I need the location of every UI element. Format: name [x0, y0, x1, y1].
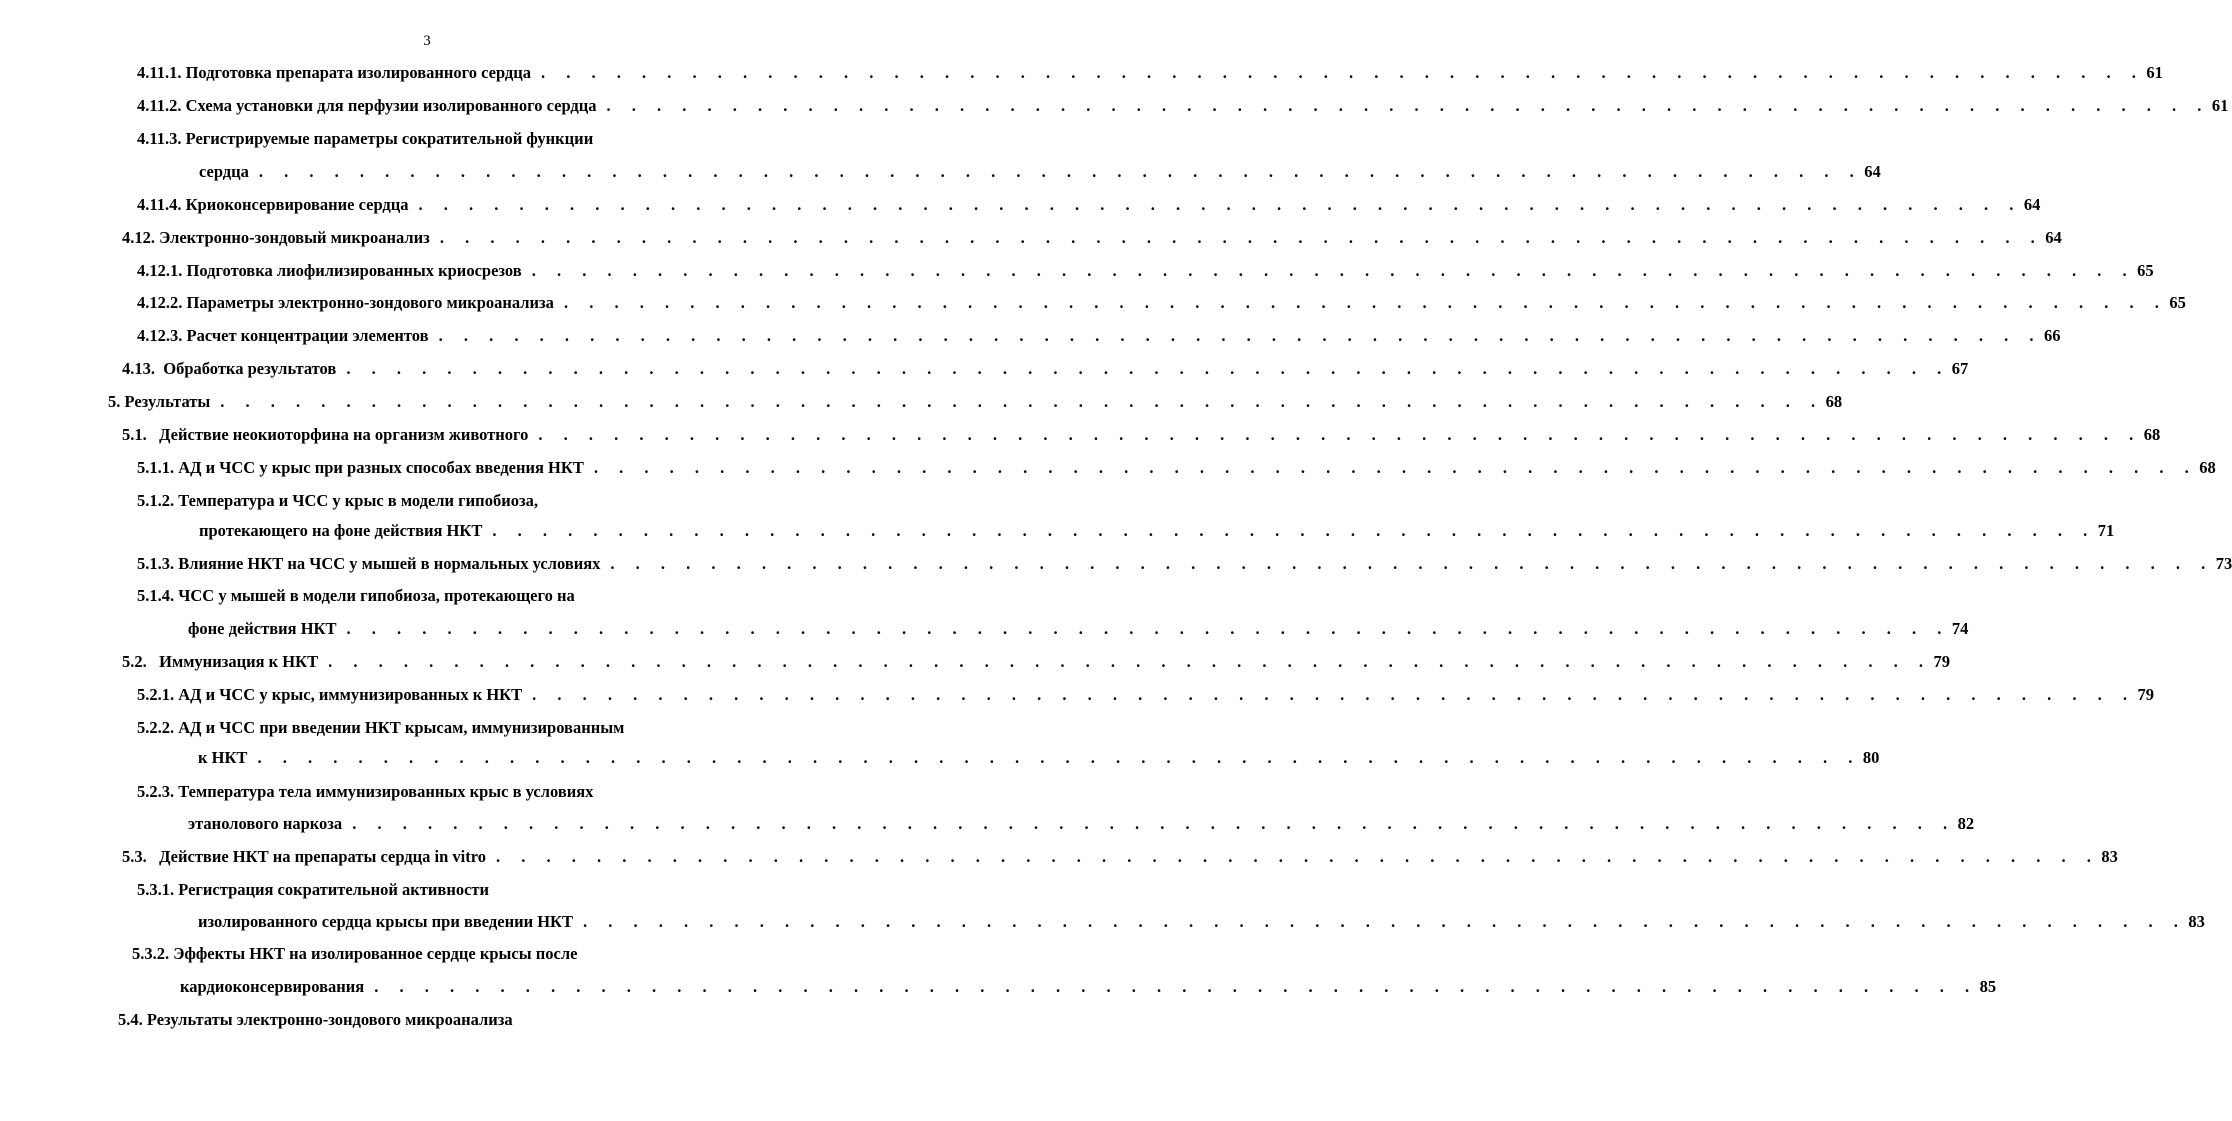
- toc-page-number: 82: [1957, 814, 1975, 833]
- toc-dot-leader: . . . . . . . . . . . . . . . . . . . . . . . . . . . . . . . . . . . . . . . . . . . . . . . . . . . . . . . . . . . . . . . .: [606, 96, 2210, 115]
- toc-entry: [122, 226, 2062, 250]
- toc-entry-title: к НКТ: [198, 748, 248, 767]
- toc-entry: [188, 617, 1969, 641]
- toc-dot-leader: . . . . . . . . . . . . . . . . . . . . . . . . . . . . . . . . . . . . . . . . . . . . . . . . . . . . . . . . . . . . . . . .: [610, 554, 2214, 573]
- toc-entry-title: 4.11.2. Схема установки для перфузии изолированного сердца: [137, 96, 597, 115]
- toc-entry: [137, 61, 2163, 85]
- toc-entry-title: 5. Результаты: [108, 392, 211, 411]
- toc-entry: [137, 683, 2154, 707]
- toc-entry: [137, 324, 2061, 348]
- toc-page-number: 61: [2211, 96, 2229, 115]
- toc-entry-title: 5.3.1. Регистрация сократительной активности: [137, 880, 490, 899]
- toc-dot-leader: . . . . . . . . . . . . . . . . . . . . . . . . . . . . . . . . . . . . . . . . . . . . . . . . . . . . . . . . . . . . . . . .: [496, 847, 2100, 866]
- toc-entry: [118, 1008, 749, 1032]
- page-number: 3: [423, 33, 431, 49]
- toc-entry-title: кардиоконсервирования: [180, 977, 365, 996]
- toc-page-number: 61: [2146, 63, 2163, 82]
- toc-entry: [137, 94, 2229, 118]
- toc-page-number: 83: [2188, 912, 2205, 931]
- toc-dot-leader: . . . . . . . . . . . . . . . . . . . . . . . . . . . . . . . . . . . . . . . . . . . . . . . . . . . . . . . . . . . . . . . .: [374, 977, 1978, 996]
- toc-entry: [137, 584, 749, 608]
- toc-page-number: 68: [2199, 458, 2216, 477]
- toc-page-number: 65: [2137, 261, 2154, 280]
- toc-page-number: 83: [2101, 847, 2118, 866]
- toc-entry-title: 4.12.2. Параметры электронно-зондового микроанализа: [137, 293, 554, 312]
- toc-page-number: 73: [2215, 554, 2232, 573]
- toc-entry-title: 4.11.3. Регистрируемые параметры сократительной функции: [137, 129, 594, 148]
- toc-page-number: 68: [2143, 425, 2161, 444]
- toc-page-number: 64: [2023, 195, 2041, 214]
- toc-dot-leader: . . . . . . . . . . . . . . . . . . . . . . . . . . . . . . . . . . . . . . . . . . . . . . . . . . . . . . . . . . . . . . . .: [531, 261, 2136, 280]
- toc-page-number: 80: [1862, 748, 1880, 767]
- toc-page-number: 64: [2045, 228, 2062, 247]
- toc-entry: [137, 456, 2216, 480]
- toc-entry: [122, 423, 2161, 447]
- toc-entry: [198, 910, 2205, 934]
- toc-dot-leader: . . . . . . . . . . . . . . . . . . . . . . . . . . . . . . . . . . . . . . . . . . . . . . . . . . . . . . . . . . . . . . . .: [583, 912, 2187, 931]
- toc-dot-leader: . . . . . . . . . . . . . . . . . . . . . . . . . . . . . . . . . . . . . . . . . . . . . . . . . . . . . . . . . . . . . . . .: [492, 521, 2096, 540]
- toc-entry: [122, 845, 2118, 869]
- toc-entry-title: 5.1.4. ЧСС у мышей в модели гипобиоза, протекающего на: [137, 586, 575, 605]
- toc-entry-title: 5.2.2. АД и ЧСС при введении НКТ крысам, иммунизированным: [137, 718, 625, 737]
- toc-entry: [137, 552, 2232, 576]
- toc-entry: [198, 746, 1880, 770]
- toc-entry: [137, 878, 749, 902]
- toc-entry-title: 4.12.3. Расчет концентрации элементов: [137, 326, 429, 345]
- toc-entry-title: 5.4. Результаты электронно-зондового микроанализа: [118, 1010, 513, 1029]
- toc-entry: [199, 519, 2115, 543]
- toc-dot-leader: . . . . . . . . . . . . . . . . . . . . . . . . . . . . . . . . . . . . . . . . . . . . . . . . . . . . . . . . . . . . . . . .: [258, 162, 1863, 181]
- toc-entry-title: фоне действия НКТ: [188, 619, 337, 638]
- toc-entry-title: сердца: [199, 162, 249, 181]
- toc-entry-title: 4.12. Электронно-зондовый микроанализ: [122, 228, 430, 247]
- toc-dot-leader: . . . . . . . . . . . . . . . . . . . . . . . . . . . . . . . . . . . . . . . . . . . . . . . . . . . . . . . . . . . . . . . .: [593, 458, 2198, 477]
- toc-dot-leader: . . . . . . . . . . . . . . . . . . . . . . . . . . . . . . . . . . . . . . . . . . . . . . . . . . . . . . . . . . . . . . . .: [346, 619, 1950, 638]
- toc-entry: [137, 489, 749, 513]
- toc-entry: [137, 780, 749, 804]
- toc-entry: [108, 390, 1843, 414]
- toc-entry-title: 4.12.1. Подготовка лиофилизированных криосрезов: [137, 261, 522, 280]
- toc-page-number: 79: [1933, 652, 1950, 671]
- toc-entry-title: 5.3. Действие НКТ на препараты сердца in vitro: [122, 847, 487, 866]
- toc-page-number: 67: [1951, 359, 1969, 378]
- toc-dot-leader: . . . . . . . . . . . . . . . . . . . . . . . . . . . . . . . . . . . . . . . . . . . . . . . . . . . . . . . . . . . . . . . .: [541, 63, 2145, 82]
- toc-entry: [137, 716, 749, 740]
- toc-entry: [199, 160, 1881, 184]
- toc-entry: [137, 291, 2186, 315]
- toc-entry-title: 5.2.1. АД и ЧСС у крыс, иммунизированных к НКТ: [137, 685, 523, 704]
- toc-entry: [122, 650, 1950, 674]
- toc-entry: [132, 942, 749, 966]
- toc-entry: [188, 812, 1975, 836]
- toc-dot-leader: . . . . . . . . . . . . . . . . . . . . . . . . . . . . . . . . . . . . . . . . . . . . . . . . . . . . . . . . . . . . . . . .: [439, 228, 2044, 247]
- toc-entry-title: 5.1.3. Влияние НКТ на ЧСС у мышей в нормальных условиях: [137, 554, 601, 573]
- toc-page-number: 65: [2169, 293, 2186, 312]
- toc-page-number: 74: [1951, 619, 1969, 638]
- toc-entry: [137, 193, 2041, 217]
- toc-entry-title: 5.2. Иммунизация к НКТ: [122, 652, 319, 671]
- toc-entry: [180, 975, 1997, 999]
- toc-entry-title: 4.11.1. Подготовка препарата изолированного сердца: [137, 63, 532, 82]
- toc-entry-title: 5.1.1. АД и ЧСС у крыс при разных способах введения НКТ: [137, 458, 584, 477]
- toc-entry: [137, 127, 749, 151]
- toc-page-number: 68: [1825, 392, 1843, 411]
- toc-dot-leader: . . . . . . . . . . . . . . . . . . . . . . . . . . . . . . . . . . . . . . . . . . . . . . . . . . . . . . . . . . . . . . . .: [532, 685, 2136, 704]
- toc-entry-title: 5.2.3. Температура тела иммунизированных крыс в условиях: [137, 782, 594, 801]
- toc-page-number: 66: [2043, 326, 2061, 345]
- toc-dot-leader: . . . . . . . . . . . . . . . . . . . . . . . . . . . . . . . . . . . . . . . . . . . . . . . . . . . . . . . . . . . . . . . .: [328, 652, 1932, 671]
- toc-dot-leader: . . . . . . . . . . . . . . . . . . . . . . . . . . . . . . . . . . . . . . . . . . . . . . . . . . . . . . . . . . . . . . . .: [538, 425, 2142, 444]
- toc-entry-title: 4.11.4. Криоконсервирование сердца: [137, 195, 409, 214]
- toc-entry: [137, 259, 2154, 283]
- toc-entry-title: этанолового наркоза: [188, 814, 343, 833]
- toc-dot-leader: . . . . . . . . . . . . . . . . . . . . . . . . . . . . . . . . . . . . . . . . . . . . . . . . . . . . . . . . . . . . . . . .: [352, 814, 1956, 833]
- toc-entry-title: 5.3.2. Эффекты НКТ на изолированное сердце крысы после: [132, 944, 578, 963]
- toc-entry-title: изолированного сердца крысы при введении НКТ: [198, 912, 574, 931]
- toc-dot-leader: . . . . . . . . . . . . . . . . . . . . . . . . . . . . . . . . . . . . . . . . . . . . . . . . . . . . . . . . . . . . . . . .: [257, 748, 1861, 767]
- toc-page-number: 71: [2097, 521, 2115, 540]
- toc-page-number: 64: [1864, 162, 1881, 181]
- toc-dot-leader: . . . . . . . . . . . . . . . . . . . . . . . . . . . . . . . . . . . . . . . . . . . . . . . . . . . . . . . . . . . . . . . .: [220, 392, 1824, 411]
- toc-page-number: 85: [1979, 977, 1997, 996]
- toc-dot-leader: . . . . . . . . . . . . . . . . . . . . . . . . . . . . . . . . . . . . . . . . . . . . . . . . . . . . . . . . . . . . . . . .: [563, 293, 2168, 312]
- toc-page-number: 79: [2137, 685, 2154, 704]
- toc-dot-leader: . . . . . . . . . . . . . . . . . . . . . . . . . . . . . . . . . . . . . . . . . . . . . . . . . . . . . . . . . . . . . . . .: [438, 326, 2042, 345]
- toc-entry-title: 5.1. Действие неокиоторфина на организм животного: [122, 425, 529, 444]
- toc-dot-leader: . . . . . . . . . . . . . . . . . . . . . . . . . . . . . . . . . . . . . . . . . . . . . . . . . . . . . . . . . . . . . . . .: [418, 195, 2022, 214]
- toc-entry-title: 4.13. Обработка результатов: [122, 359, 337, 378]
- toc-entry-title: протекающего на фоне действия НКТ: [199, 521, 483, 540]
- toc-entry: [122, 357, 1969, 381]
- toc-dot-leader: . . . . . . . . . . . . . . . . . . . . . . . . . . . . . . . . . . . . . . . . . . . . . . . . . . . . . . . . . . . . . . . .: [346, 359, 1950, 378]
- toc-entry-title: 5.1.2. Температура и ЧСС у крыс в модели гипобиоза,: [137, 491, 538, 510]
